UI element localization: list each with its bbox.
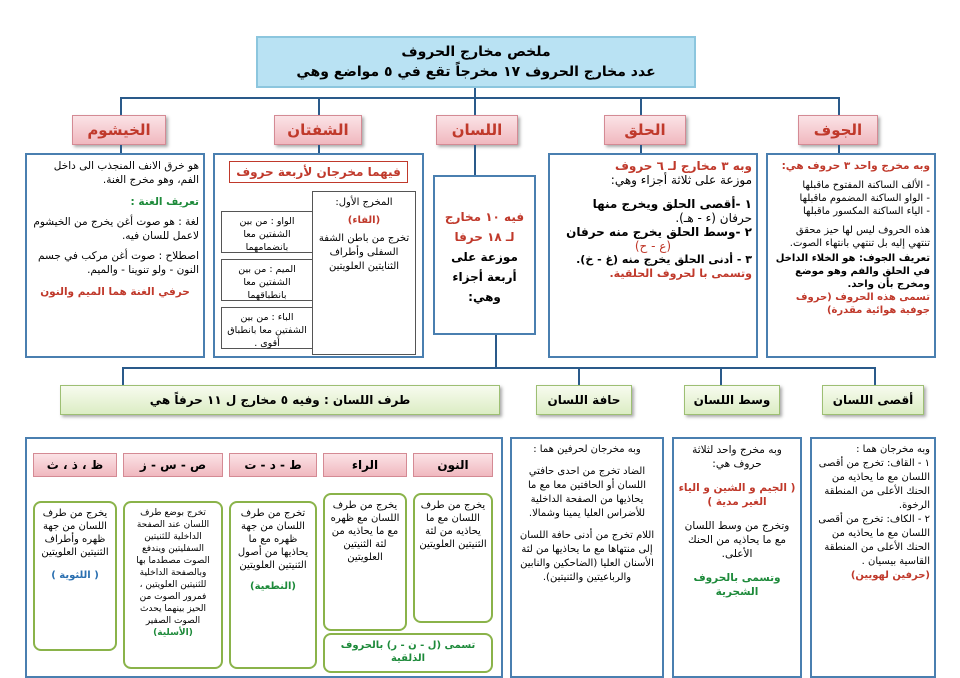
wasat-box <box>672 437 802 678</box>
tarf-box <box>25 437 503 678</box>
waw-text: الواو : من بين الشفتين معا بانضمامهما <box>239 216 295 253</box>
halq-parts: موزعة على ثلاثة أجزاء وهي: <box>610 173 752 187</box>
halq-adna: ٣ - أدنى الحلق يخرج منه (غ - خ). <box>576 253 752 266</box>
jawf-naming: تسمى هذه الحروف (حروف جوفية هوائية مقدرة) <box>795 292 930 316</box>
jawf-alif: - الألف الساكنة المفتوح ماقبلها <box>802 180 930 191</box>
aqsa-qaf: ١ - القاف: تخرج من أقصى اللسان مع ما يحاذيه من الحنك الأعلى من المنطقة الرخوة. <box>818 458 930 511</box>
hafa-dad: الضاد تخرج من احدى حافتي اللسان أو الحافتين معا مع ما يحاذيها من الصفحة الداخلية للأضراس العليا يمينا وشمالا. <box>527 466 646 519</box>
dhalq-text: تسمى (ل - ن - ر) بالحروف الذلقية <box>340 640 476 664</box>
tab-raa: الراء <box>323 453 407 477</box>
shafatan-box <box>213 153 424 358</box>
ghunna-lugha: لغة : هو صوت أغن يخرج من الخيشوم لاعمل للسان فيه. <box>33 216 199 242</box>
shafatan-head: فيهما مخرجان لأربعة حروف <box>229 161 408 183</box>
title-line-2: عدد مخارج الحروف ١٧ مخرجاً تقع في ٥ مواضع وهي <box>296 64 656 80</box>
taa-naming: (النطعية) <box>250 581 296 592</box>
halq-aqsa-letters: حرفان (ء - هـ). <box>675 211 752 225</box>
saad-card <box>123 501 223 669</box>
taa-card <box>229 501 317 669</box>
part-wasat: وسط اللسان <box>684 385 780 415</box>
connector <box>640 97 642 115</box>
hafa-lam: اللام تخرج من أدنى حافة اللسان إلى منتهاها مع ما يحاذيها من لثة الأسنان العليا (الضاحكين والنابين والرباعيتين والثنيتين). <box>519 530 655 583</box>
connector <box>838 97 840 115</box>
tab-taa: ط - د - ت <box>229 453 317 477</box>
tab-thaa: ظ ، ذ ، ث <box>33 453 117 477</box>
connector <box>495 335 497 367</box>
jawf-intro: وبه مخرج واحد ٣ حروف هي: <box>781 160 930 172</box>
jawf-note: هذه الحروف ليس لها حيز محقق تنتهي إليه بل تنتهي بانتهاء الصوت. <box>789 225 930 249</box>
jawf-line <box>772 159 930 173</box>
wasat-intro: وبه مخرج واحد لثلاثة حروف هي: <box>692 444 782 470</box>
connector <box>474 97 476 115</box>
connector <box>120 97 122 115</box>
jawf-yaa: - الياء الساكنة المكسور ماقبلها <box>802 206 930 217</box>
thaa-naming: ( اللثوية ) <box>51 570 99 581</box>
tab-noon: النون <box>413 453 493 477</box>
hafa-box <box>510 437 664 678</box>
halq-wasat-letters: (ع - ح) <box>634 239 672 253</box>
ghunna-title: تعريف الغنة : <box>130 196 199 208</box>
faa-letter: (الفاء) <box>347 215 381 226</box>
raa-card <box>323 493 407 631</box>
khayshum-box <box>25 153 205 358</box>
taa-text: تخرج من طرف اللسان من جهة ظهره مع ما يحاذيها من أصول الثنيتين العلويتين <box>237 508 309 571</box>
thaa-text: يخرج من طرف اللسان من جهة ظهره وأطراف الثنيتين العلويتين <box>41 508 109 558</box>
wasat-letters: ( الجيم و الشين و الياء الغير مدية ) <box>678 482 796 508</box>
halq-intro: وبه ٣ مخارج لـ ٦ حروف <box>614 159 752 173</box>
connector <box>640 145 642 153</box>
meem-box <box>221 259 313 301</box>
thaa-card <box>33 501 117 651</box>
connector <box>318 97 320 115</box>
header-halq: الحلق <box>604 115 686 145</box>
jawf-definition: تعريف الجوف: هو الخلاء الداخل في الحلق والفم وهو موضع ومخرج بأن واحد. <box>775 253 930 290</box>
saad-naming: (الأسلية) <box>153 628 193 638</box>
connector <box>720 367 722 385</box>
jawf-waw: - الواو الساكنة المضموم ماقبلها <box>799 193 930 204</box>
header-jawf: الجوف <box>798 115 878 145</box>
hafa-intro: وبه مخرجان لحرفين هما : <box>533 444 641 455</box>
lisan-letters: لـ ١٨ حرفا <box>454 230 515 244</box>
lisan-parts: موزعة على أربعة أجزاء <box>451 250 518 284</box>
aqsa-box <box>810 437 936 678</box>
ghunna-istilah: اصطلاح : صوت أغن مركب في جسم النون - ولو تنوينا - والميم. <box>37 250 199 276</box>
halq-box <box>548 153 758 358</box>
connector <box>474 145 476 175</box>
halq-aqsa: ١ -أقصى الحلق ويخرج منها <box>592 197 752 211</box>
connector <box>838 145 840 153</box>
wasat-naming: وتسمى بالحروف الشجرية <box>693 572 781 598</box>
ghunna-letters: حرفي الغنة هما الميم والنون <box>40 286 190 298</box>
part-aqsa: أقصى اللسان <box>822 385 924 415</box>
connector <box>120 97 840 99</box>
meem-text: الميم : من بين الشفتين معا بانطباقهما <box>238 264 296 301</box>
waw-box <box>221 211 313 253</box>
aqsa-kaf: ٢ - الكاف: تخرج من أقصى اللسان مع ما يحاذيه من الحنك الأعلى من المنطقة القاسية بيسيان . <box>818 514 930 567</box>
part-hafa: حافة اللسان <box>536 385 632 415</box>
header-khayshum: الخيشوم <box>72 115 166 145</box>
tab-saad: ص - س - ز <box>123 453 223 477</box>
jawf-box <box>766 153 936 358</box>
lisan-count: فيه ١٠ مخارج <box>444 210 525 224</box>
shafatan-faa-box <box>312 191 416 355</box>
main-title <box>256 36 696 88</box>
wasat-desc: وتخرج من وسط اللسان مع ما يحاذيه من الحنك الأعلى. <box>684 520 790 560</box>
noon-card <box>413 493 493 623</box>
noon-text: يخرج من طرف اللسان مع ما يحاذيه من لثة الثنيتين العلويتين <box>419 500 487 550</box>
saad-text: تخرج بوضع طرف اللسان عند الصفحة الداخلية للثنيتين السفليتين ويندفع الصوت مصطدما بها وبالصفحة الداخلية للثنيتين العلويتين ، فمرور الصوت من الحيز بينهما يحدث الصوت الصفير <box>136 508 210 626</box>
connector <box>578 367 580 385</box>
halq-wasat: ٢ -وسط الحلق يخرج منه حرفان <box>566 225 752 239</box>
connector <box>120 145 122 153</box>
faa-title: المخرج الأول: <box>335 197 393 208</box>
connector <box>874 367 876 385</box>
aqsa-intro: وبه مخرجان هما : <box>856 444 930 455</box>
lisan-box <box>433 175 536 335</box>
header-shafatan: الشفتان <box>274 115 362 145</box>
header-lisan: اللسان <box>436 115 518 145</box>
raa-text: يخرج من طرف اللسان مع ظهره مع ما يحاذيه من لثة الثنيتين العلويتين <box>330 500 400 563</box>
title-line-1: ملخص مخارج الحروف <box>401 44 551 60</box>
baa-box <box>221 307 313 349</box>
lisan-and: وهي: <box>468 290 501 304</box>
connector <box>122 367 124 385</box>
faa-desc: تخرج من باطن الشفة السفلى وأطراف الثنايتين العلويتين <box>318 233 410 272</box>
connector <box>318 145 320 153</box>
aqsa-naming: (حرفين لهويين) <box>850 570 930 581</box>
halq-naming: وتسمى با لحروف الحلقية. <box>609 267 752 280</box>
connector <box>122 367 876 369</box>
khayshum-def: هو خرق الانف المنجذب الى داخل الفم، وهو مخرج الغنة. <box>53 160 199 186</box>
part-tarf: طرف اللسان : وفيه ٥ مخارج ل ١١ حرفاً هي <box>60 385 500 415</box>
dhalq-card <box>323 633 493 673</box>
baa-text: الباء : من بين الشفتين معا بانطباق أقوى . <box>227 312 307 349</box>
